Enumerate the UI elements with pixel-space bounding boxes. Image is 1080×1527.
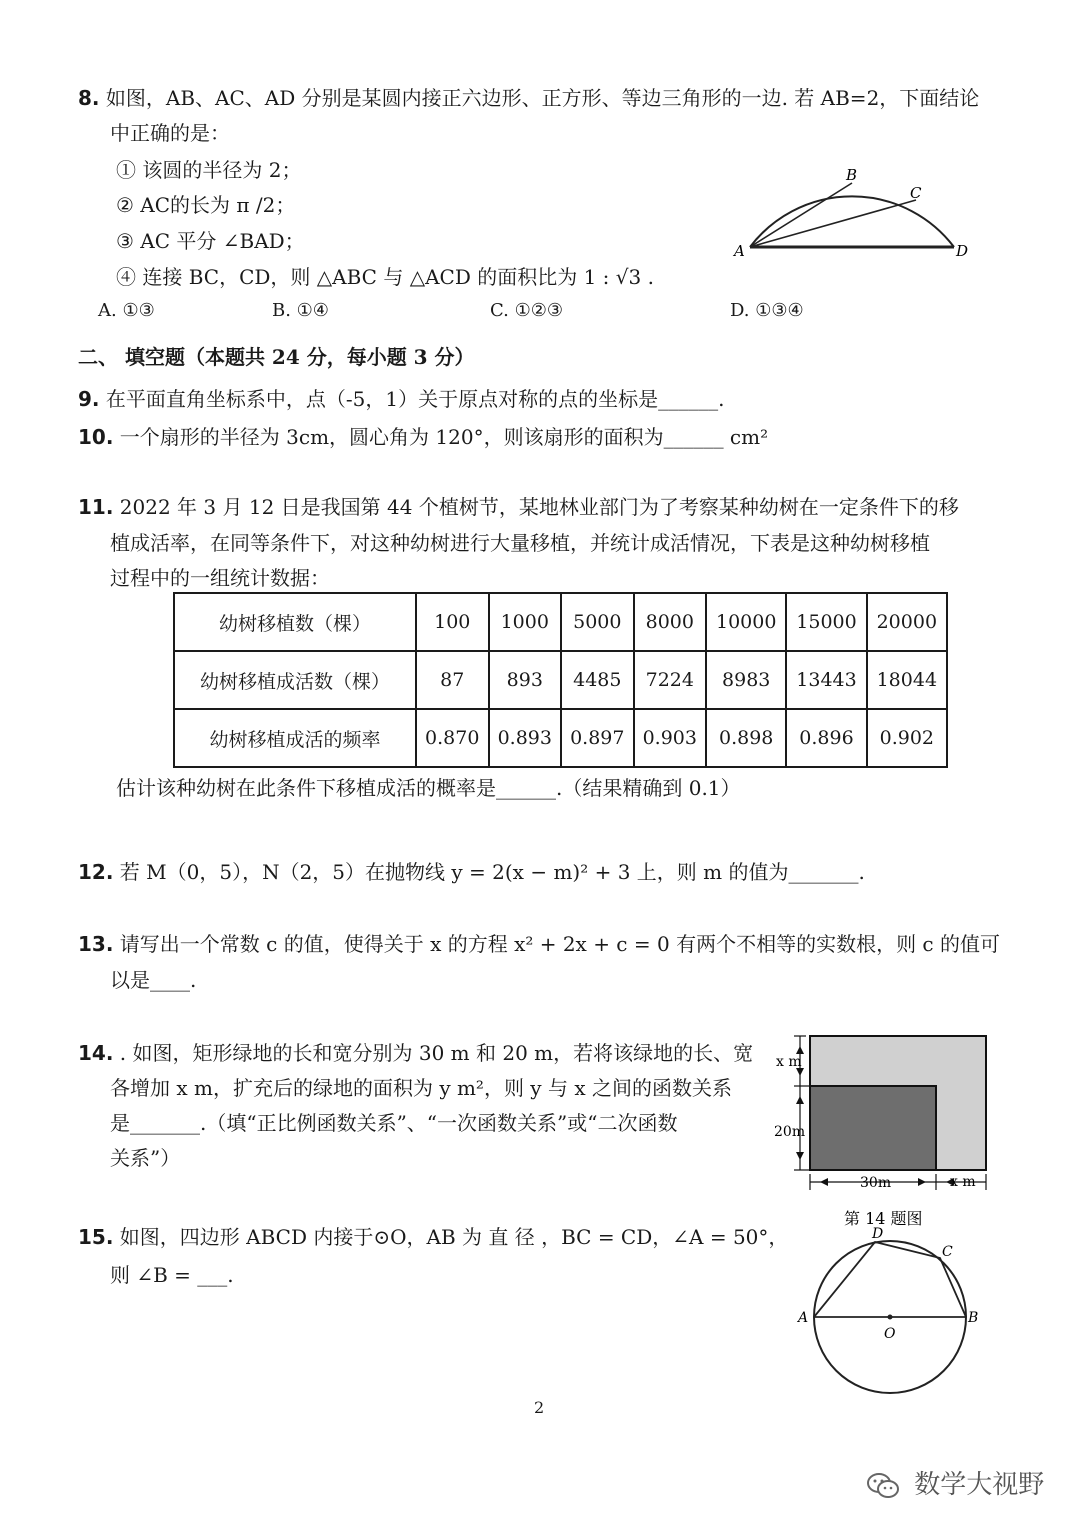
q14-line4: 关系”） — [110, 1146, 181, 1170]
q8-option-c: C. ①②③ — [490, 300, 563, 321]
q15-text-line1: 如图，四边形 ABCD 内接于⊙O，AB 为 直 径 ，BC = CD，∠A = 50°， — [119, 1225, 789, 1249]
table-cell: 0.870 — [416, 709, 489, 767]
q14-label-xm-top: x m — [776, 1054, 802, 1070]
q15-line1 — [78, 1222, 788, 1252]
q15-label-o: O — [884, 1326, 896, 1342]
table-cell: 4485 — [561, 651, 634, 709]
q8-line1 — [78, 83, 979, 113]
q8-statement-1: ① 该圆的半径为 2； — [116, 158, 302, 182]
q8-statement-3: ③ AC 平分 ∠BAD； — [116, 229, 305, 253]
q14-figure — [774, 1030, 994, 1230]
q11-after: 估计该种幼树在此条件下移植成活的概率是______.（结果精确到 0.1） — [116, 776, 741, 800]
q12-number: 12. — [78, 860, 114, 884]
q10 — [78, 422, 768, 452]
q8-text-line1: 如图，AB、AC、AD 分别是某圆内接正六边形、正方形、等边三角形的一边. 若 AB=2，下面结论 — [105, 86, 980, 110]
table-cell: 5000 — [561, 593, 634, 651]
watermark — [866, 1464, 1044, 1501]
table-row-label: 幼树移植成活的频率 — [174, 709, 416, 767]
table-cell: 10000 — [706, 593, 786, 651]
q13-line2: 以是____. — [110, 968, 197, 992]
q14-label-xm-right: x m — [950, 1174, 976, 1190]
q8-option-d: D. ①③④ — [730, 300, 804, 321]
q15-label-c: C — [942, 1244, 953, 1260]
q15-label-a: A — [798, 1310, 809, 1326]
table-row — [174, 593, 947, 651]
q8-label-d: D — [956, 242, 969, 260]
table-row-label: 幼树移植成活数（棵） — [174, 651, 416, 709]
table-cell: 0.897 — [561, 709, 634, 767]
q12-text: 若 M（0，5），N（2，5）在抛物线 y = 2(x − m)² + 3 上，则 m 的值为_______. — [119, 860, 865, 884]
table-cell: 1000 — [489, 593, 562, 651]
watermark-text: 数学大视野 — [914, 1470, 1045, 1500]
q15-label-b: B — [968, 1310, 979, 1326]
table-cell: 8000 — [634, 593, 707, 651]
table-cell: 100 — [416, 593, 489, 651]
q15-number: 15. — [78, 1225, 114, 1249]
table-cell: 18044 — [867, 651, 947, 709]
q11-line1 — [78, 492, 959, 522]
q8-option-b: B. ①④ — [272, 300, 329, 321]
q8-label-b: B — [846, 166, 858, 184]
q14-label-30m: 30m — [860, 1175, 892, 1191]
table-cell: 0.896 — [786, 709, 866, 767]
wechat-icon — [866, 1472, 900, 1500]
q8-label-a: A — [734, 242, 745, 260]
q8-statement-4: ④ 连接 BC，CD，则 △ABC 与 △ACD 的面积比为 1 : √3 . — [116, 265, 654, 289]
table-cell: 8983 — [706, 651, 786, 709]
table-cell: 15000 — [786, 593, 866, 651]
q13-text-line1: 请写出一个常数 c 的值，使得关于 x 的方程 x² + 2x + c = 0 有两个不相等的实数根，则 c 的值可 — [119, 932, 1000, 956]
q10-number: 10. — [78, 425, 114, 449]
q9-number: 9. — [78, 387, 100, 411]
q12 — [78, 857, 865, 887]
section-title: 二、 填空题（本题共 24 分，每小题 3 分） — [78, 345, 475, 369]
table-cell: 87 — [416, 651, 489, 709]
table-cell: 7224 — [634, 651, 707, 709]
table-row — [174, 651, 947, 709]
table-cell: 0.893 — [489, 709, 562, 767]
q11-number: 11. — [78, 495, 114, 519]
q8-statement-2: ② AC的长为 π /2； — [116, 193, 296, 217]
q14-line2: 各增加 x m，扩充后的绿地的面积为 y m²，则 y 与 x 之间的函数关系 — [110, 1076, 732, 1100]
q14-text-line1: . 如图，矩形绿地的长和宽分别为 30 m 和 20 m，若将该绿地的长、宽 — [119, 1041, 754, 1065]
q11-line2: 植成活率，在同等条件下，对这种幼树进行大量移植，并统计成活情况，下表是这种幼树移植 — [110, 531, 930, 555]
q14-caption: 第 14 题图 — [844, 1209, 923, 1228]
q14-label-20m: 20m — [774, 1124, 806, 1140]
q8-line2: 中正确的是： — [110, 121, 230, 145]
q9 — [78, 384, 724, 414]
q8-figure — [728, 160, 978, 270]
q11-table — [173, 592, 948, 768]
table-cell: 0.903 — [634, 709, 707, 767]
q14-line1 — [78, 1038, 753, 1068]
q15-figure — [790, 1220, 990, 1400]
q13-line1 — [78, 929, 1000, 959]
q13-number: 13. — [78, 932, 114, 956]
page-number: 2 — [534, 1398, 545, 1417]
q14-inner-rect — [810, 1086, 936, 1170]
q14-number: 14. — [78, 1041, 114, 1065]
table-row-label: 幼树移植数（棵） — [174, 593, 416, 651]
q9-text: 在平面直角坐标系中，点（-5，1）关于原点对称的点的坐标是______. — [105, 387, 725, 411]
q14-line3: 是_______.（填“正比例函数关系”、“一次函数关系”或“二次函数 — [110, 1111, 678, 1135]
table-row — [174, 709, 947, 767]
table-cell: 13443 — [786, 651, 866, 709]
q8-option-a: A. ①③ — [98, 300, 155, 321]
table-cell: 20000 — [867, 593, 947, 651]
q8-number: 8. — [78, 86, 100, 110]
q11-text-line1: 2022 年 3 月 12 日是我国第 44 个植树节，某地林业部门为了考察某种幼树在一定条件下的移 — [119, 495, 959, 519]
q11-line3: 过程中的一组统计数据： — [110, 566, 330, 590]
q15-line2: 则 ∠B = ___. — [110, 1263, 234, 1287]
table-cell: 893 — [489, 651, 562, 709]
q10-text: 一个扇形的半径为 3cm，圆心角为 120°，则该扇形的面积为______ cm² — [119, 425, 769, 449]
table-cell: 0.898 — [706, 709, 786, 767]
q15-label-d: D — [872, 1226, 884, 1242]
q8-label-c: C — [910, 184, 922, 202]
table-cell: 0.902 — [867, 709, 947, 767]
